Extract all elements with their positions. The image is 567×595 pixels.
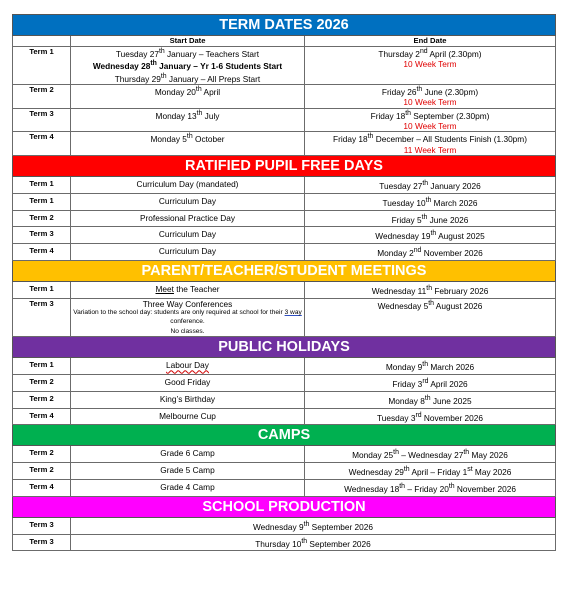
date-suffix: th <box>426 284 433 292</box>
date-text: Friday 3 <box>392 378 423 389</box>
date-text: Monday 5 <box>150 134 187 145</box>
date-suffix: th <box>186 133 193 141</box>
date-text: Wednesday 29 <box>348 467 404 477</box>
date-text: August 2026 <box>433 300 483 311</box>
week-count: 10 Week Term <box>403 97 457 108</box>
date-suffix: th <box>428 299 434 307</box>
event-cell <box>71 375 305 392</box>
term-label: Term 2 <box>13 210 71 227</box>
date-suffix: th <box>160 72 167 80</box>
term-dates-rows <box>13 47 556 156</box>
date-text: Monday 20 <box>154 86 196 97</box>
date-suffix: th <box>301 537 308 545</box>
event-text: Curriculum Day (mandated) <box>136 179 239 190</box>
date-text: May 2026 <box>472 467 512 477</box>
date-text: Monday 25 <box>352 450 394 461</box>
camp-dates <box>305 446 556 463</box>
date-cell <box>305 227 556 244</box>
event-cell <box>71 244 305 261</box>
date-text: March 2026 <box>428 362 475 373</box>
term-dates-row <box>13 84 556 108</box>
public-holiday-row <box>13 391 556 408</box>
production-row <box>13 517 556 534</box>
start-date-line <box>73 85 302 97</box>
date-text: Friday 18 <box>333 134 368 145</box>
event-cell <box>71 358 305 375</box>
event-cell <box>71 177 305 194</box>
term-label: Term 4 <box>13 244 71 261</box>
event-text: Curriculum Day <box>158 246 217 257</box>
start-date-header: Start Date <box>71 36 305 47</box>
start-date-cell <box>71 108 305 132</box>
camp-dates <box>305 463 556 480</box>
three-way-link-text: 3 way <box>284 309 302 317</box>
meeting-event-title: Three Way Conferences <box>142 298 233 309</box>
week-count: 10 Week Term <box>403 59 457 70</box>
date-text: January – Teachers Start <box>164 48 260 59</box>
date-text: Wednesday 18 <box>344 483 400 494</box>
week-count: 10 Week Term <box>403 120 457 131</box>
camps-banner: CAMPS <box>13 425 556 446</box>
school-calendar-document <box>12 14 555 551</box>
start-date-line <box>73 109 302 121</box>
start-date-line <box>73 47 302 59</box>
date-text: May 2026 <box>469 450 508 461</box>
date-text: Tuesday 27 <box>115 48 159 59</box>
meeting-term: Term 3 <box>13 298 71 337</box>
date-text: April (2.30pm) <box>427 48 482 59</box>
camp-row <box>13 463 556 480</box>
term-column-header <box>13 36 71 47</box>
end-date-line <box>307 109 553 121</box>
pupil-free-row <box>13 193 556 210</box>
note-text: Variation to the school day: students are only required at school for their <box>73 309 285 317</box>
date-text: January 2026 <box>428 180 481 191</box>
week-count: 11 Week Term <box>403 144 457 155</box>
pupil-free-row <box>13 210 556 227</box>
meeting-event-rest: the Teacher <box>173 283 220 294</box>
term-dates-row <box>13 108 556 132</box>
term-label: Term 1 <box>13 193 71 210</box>
date-cell <box>305 375 556 392</box>
term-label: Term 4 <box>13 132 71 156</box>
date-text: Thursday 29 <box>114 73 161 84</box>
event-text: Curriculum Day <box>158 195 217 206</box>
event-text: Good Friday <box>164 377 211 388</box>
date-text: – Wednesday 27 <box>398 450 464 461</box>
term-label: Term 1 <box>13 47 71 85</box>
term-label: Term 4 <box>13 408 71 425</box>
date-suffix: th <box>196 109 203 117</box>
no-classes-note: No classes. <box>170 328 205 335</box>
end-date-cell <box>305 47 556 85</box>
term-label: Term 3 <box>13 227 71 244</box>
date-text: Monday 9 <box>385 362 423 373</box>
school-production-banner: SCHOOL PRODUCTION <box>13 496 556 517</box>
camp-row <box>13 446 556 463</box>
calendar-table <box>12 14 556 551</box>
production-row <box>13 534 556 551</box>
start-date-line <box>73 72 302 84</box>
date-text: April – Friday 1 <box>409 467 468 477</box>
event-cell <box>71 391 305 408</box>
term-label: Term 2 <box>13 463 71 480</box>
date-text: January – All Preps Start <box>166 73 261 84</box>
date-text: Wednesday 19 <box>375 231 431 242</box>
date-text: Tuesday 3 <box>377 412 416 423</box>
date-suffix: th <box>448 483 455 490</box>
date-text: – Friday 20 <box>405 483 449 494</box>
date-text: Monday 8 <box>388 395 425 406</box>
event-text: Professional Practice Day <box>140 212 235 223</box>
public-holiday-row <box>13 375 556 392</box>
camp-name: Grade 5 Camp <box>71 463 305 480</box>
term-dates-banner: TERM DATES 2026 <box>13 15 556 36</box>
term-label: Term 1 <box>13 177 71 194</box>
start-date-cell <box>71 132 305 156</box>
date-suffix: th <box>158 48 165 55</box>
date-text: August 2025 <box>436 231 485 242</box>
term-dates-row <box>13 47 556 85</box>
date-text: Friday 26 <box>381 86 417 97</box>
meeting-event <box>71 298 305 337</box>
event-text: King’s Birthday <box>159 393 216 404</box>
term-label: Term 4 <box>13 480 71 497</box>
end-date-line <box>307 47 553 59</box>
date-suffix: th <box>150 60 157 68</box>
date-text: Wednesday 11 <box>371 285 427 296</box>
date-text: November 2026 <box>454 483 516 494</box>
date-text: March 2026 <box>431 197 478 208</box>
production-date <box>71 534 556 551</box>
camp-row <box>13 480 556 497</box>
date-suffix: th <box>399 483 406 490</box>
meeting-event <box>71 281 305 298</box>
date-text: Monday 2 <box>377 247 414 258</box>
date-suffix: nd <box>419 48 428 55</box>
date-text: Wednesday 5 <box>377 300 429 311</box>
meeting-date <box>305 298 556 337</box>
camp-name: Grade 6 Camp <box>71 446 305 463</box>
meeting-variation-note <box>73 309 302 326</box>
date-suffix: th <box>303 520 310 528</box>
event-text: Melbourne Cup <box>159 410 216 421</box>
public-holidays-banner: PUBLIC HOLIDAYS <box>13 337 556 358</box>
start-date-line <box>73 59 302 71</box>
date-text: Monday 13 <box>155 110 197 121</box>
pupil-free-rows <box>13 177 556 261</box>
date-text: October <box>192 134 225 145</box>
term-dates-row <box>13 132 556 156</box>
term-label: Term 2 <box>13 375 71 392</box>
date-text: Tuesday 10 <box>382 197 426 208</box>
term-label: Term 1 <box>13 358 71 375</box>
date-cell <box>305 408 556 425</box>
date-cell <box>305 244 556 261</box>
pupil-free-banner: RATIFIED PUPIL FREE DAYS <box>13 156 556 177</box>
event-cell <box>71 210 305 227</box>
pupil-free-row <box>13 227 556 244</box>
term-label: Term 3 <box>13 108 71 132</box>
date-text: September 2026 <box>309 521 374 532</box>
date-suffix: nd <box>413 247 422 255</box>
pupil-free-row <box>13 244 556 261</box>
date-suffix: th <box>405 109 411 117</box>
date-text: Tuesday 27 <box>379 180 423 191</box>
event-cell <box>71 227 305 244</box>
date-text: June 2026 <box>427 214 469 225</box>
term-label: Term 2 <box>13 84 71 108</box>
date-text: Wednesday 28 <box>92 61 151 72</box>
event-text: Curriculum Day <box>158 229 217 240</box>
camp-rows <box>13 446 556 496</box>
date-cell <box>305 177 556 194</box>
date-suffix: th <box>393 449 399 457</box>
date-text: September (2.30pm) <box>410 110 490 121</box>
date-cell <box>305 193 556 210</box>
date-text: January – Yr 1-6 Students Start <box>156 61 283 72</box>
date-text: September 2026 <box>307 538 371 549</box>
note-text: conference. <box>170 317 205 325</box>
date-text: February 2026 <box>432 285 489 296</box>
date-cell <box>305 358 556 375</box>
event-text: Labour Day <box>166 360 209 371</box>
date-suffix: th <box>422 180 429 188</box>
start-date-cell <box>71 47 305 85</box>
term-label: Term 3 <box>13 534 71 551</box>
date-text: Wednesday 9 <box>253 521 304 532</box>
date-suffix: th <box>195 85 202 93</box>
date-suffix: th <box>424 394 431 402</box>
date-suffix: th <box>403 466 410 474</box>
date-suffix: rd <box>422 378 429 386</box>
start-date-cell <box>71 84 305 108</box>
public-holiday-row <box>13 408 556 425</box>
date-text: April 2026 <box>428 378 468 389</box>
camp-dates <box>305 480 556 497</box>
event-cell <box>71 193 305 210</box>
date-text: December – All Students Finish (1.30pm) <box>373 134 527 145</box>
meet-underlined-text: Meet <box>155 283 174 294</box>
date-text: November 2026 <box>421 412 483 423</box>
date-suffix: th <box>421 213 428 221</box>
public-holiday-row <box>13 358 556 375</box>
date-suffix: th <box>463 449 470 457</box>
date-text: July <box>202 110 220 121</box>
date-suffix: rd <box>415 411 422 419</box>
date-text: Thursday 2 <box>378 48 420 59</box>
event-cell <box>71 408 305 425</box>
pupil-free-row <box>13 177 556 194</box>
end-date-line <box>307 85 553 97</box>
date-suffix: th <box>416 85 423 93</box>
date-text: November 2026 <box>421 247 483 258</box>
meeting-date <box>305 281 556 298</box>
date-suffix: th <box>422 361 429 369</box>
date-suffix: th <box>430 230 437 238</box>
date-suffix: th <box>425 196 432 204</box>
end-date-cell <box>305 108 556 132</box>
term-label: Term 2 <box>13 446 71 463</box>
production-date <box>71 517 556 534</box>
date-cell <box>305 391 556 408</box>
date-text: April <box>201 86 221 97</box>
date-text: June 2025 <box>430 395 472 406</box>
date-suffix: st <box>467 466 473 474</box>
meeting-term: Term 1 <box>13 281 71 298</box>
end-date-cell <box>305 132 556 156</box>
date-text: Friday 5 <box>391 214 422 225</box>
end-date-header: End Date <box>305 36 556 47</box>
camp-name: Grade 4 Camp <box>71 480 305 497</box>
end-date-line <box>307 132 553 144</box>
term-label: Term 3 <box>13 517 71 534</box>
end-date-cell <box>305 84 556 108</box>
start-date-line <box>73 132 302 144</box>
date-cell <box>305 210 556 227</box>
date-text: June (2.30pm) <box>422 86 479 97</box>
date-text: Thursday 10 <box>255 538 302 549</box>
meetings-banner: PARENT/TEACHER/STUDENT MEETINGS <box>13 260 556 281</box>
public-holiday-rows <box>13 358 556 425</box>
term-label: Term 2 <box>13 391 71 408</box>
date-text: Friday 18 <box>370 110 406 121</box>
production-rows <box>13 517 556 551</box>
date-suffix: th <box>367 133 374 141</box>
